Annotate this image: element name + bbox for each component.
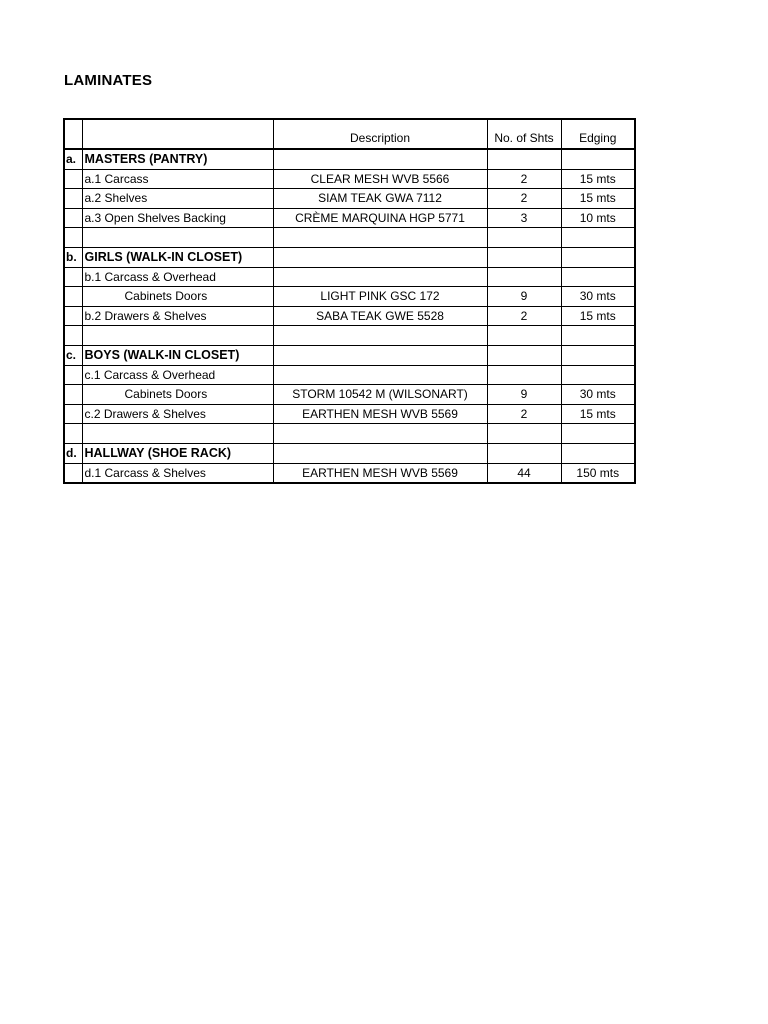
cell-item: b.2 Drawers & Shelves (82, 306, 273, 326)
cell-letter (64, 365, 82, 385)
cell-no-of-shts: 9 (487, 287, 561, 307)
cell-description: CLEAR MESH WVB 5566 (273, 169, 487, 189)
cell-letter (64, 287, 82, 307)
cell-section-title: BOYS (WALK-IN CLOSET) (82, 345, 273, 365)
cell-item: b.1 Carcass & Overhead (82, 267, 273, 287)
cell-letter (64, 306, 82, 326)
section-row (64, 149, 635, 169)
cell-letter (64, 208, 82, 228)
cell-no-of-shts (487, 247, 561, 267)
cell-item: c.2 Drawers & Shelves (82, 404, 273, 424)
table-row (64, 463, 635, 483)
cell-description (273, 149, 487, 169)
cell-no-of-shts (487, 326, 561, 346)
cell-edging: 30 mts (561, 385, 635, 405)
cell-description: CRÈME MARQUINA HGP 5771 (273, 208, 487, 228)
cell-item: Cabinets Doors (82, 385, 273, 405)
table-row (64, 306, 635, 326)
blank-row (64, 326, 635, 346)
cell-no-of-shts (487, 149, 561, 169)
cell-edging (561, 443, 635, 463)
cell-edging: 15 mts (561, 169, 635, 189)
cell-section-title: GIRLS (WALK-IN CLOSET) (82, 247, 273, 267)
cell-edging (561, 345, 635, 365)
header-cell-item (82, 119, 273, 149)
cell-edging: 150 mts (561, 463, 635, 483)
cell-letter (64, 404, 82, 424)
cell-letter (64, 326, 82, 346)
cell-edging: 15 mts (561, 404, 635, 424)
cell-description: EARTHEN MESH WVB 5569 (273, 404, 487, 424)
cell-no-of-shts (487, 424, 561, 444)
cell-description (273, 345, 487, 365)
cell-description (273, 228, 487, 248)
cell-no-of-shts: 3 (487, 208, 561, 228)
cell-description: SABA TEAK GWE 5528 (273, 306, 487, 326)
table-row (64, 267, 635, 287)
table-row (64, 404, 635, 424)
cell-edging: 15 mts (561, 189, 635, 209)
section-row (64, 345, 635, 365)
cell-no-of-shts: 44 (487, 463, 561, 483)
blank-row (64, 228, 635, 248)
cell-edging (561, 365, 635, 385)
cell-description (273, 326, 487, 346)
cell-edging: 10 mts (561, 208, 635, 228)
cell-no-of-shts: 9 (487, 385, 561, 405)
cell-item: a.2 Shelves (82, 189, 273, 209)
table-row (64, 189, 635, 209)
cell-no-of-shts (487, 228, 561, 248)
cell-description: STORM 10542 M (WILSONART) (273, 385, 487, 405)
cell-no-of-shts: 2 (487, 169, 561, 189)
cell-edging (561, 228, 635, 248)
cell-edging: 15 mts (561, 306, 635, 326)
table-row (64, 208, 635, 228)
blank-row (64, 424, 635, 444)
cell-letter (64, 424, 82, 444)
cell-no-of-shts: 2 (487, 404, 561, 424)
cell-item (82, 424, 273, 444)
section-row (64, 247, 635, 267)
cell-description: SIAM TEAK GWA 7112 (273, 189, 487, 209)
cell-description (273, 424, 487, 444)
cell-edging (561, 424, 635, 444)
table-body (64, 119, 635, 483)
cell-letter (64, 463, 82, 483)
table-row (64, 169, 635, 189)
cell-letter (64, 169, 82, 189)
cell-description (273, 247, 487, 267)
cell-no-of-shts: 2 (487, 189, 561, 209)
cell-no-of-shts: 2 (487, 306, 561, 326)
cell-description (273, 365, 487, 385)
cell-item: a.1 Carcass (82, 169, 273, 189)
table-row (64, 385, 635, 405)
cell-no-of-shts (487, 365, 561, 385)
header-description: Description (273, 119, 487, 149)
cell-letter (64, 228, 82, 248)
cell-letter (64, 385, 82, 405)
cell-item: c.1 Carcass & Overhead (82, 365, 273, 385)
cell-description: EARTHEN MESH WVB 5569 (273, 463, 487, 483)
page-title: LAMINATES (64, 72, 153, 89)
cell-letter (64, 267, 82, 287)
cell-letter: d. (64, 443, 82, 463)
header-edging: Edging (561, 119, 635, 149)
cell-letter: a. (64, 149, 82, 169)
cell-edging (561, 247, 635, 267)
header-cell-letter (64, 119, 82, 149)
cell-edging: 30 mts (561, 287, 635, 307)
cell-no-of-shts (487, 267, 561, 287)
header-no-of-shts: No. of Shts (487, 119, 561, 149)
cell-section-title: HALLWAY (SHOE RACK) (82, 443, 273, 463)
cell-letter (64, 189, 82, 209)
cell-item (82, 228, 273, 248)
cell-letter: b. (64, 247, 82, 267)
table-header-row (64, 119, 635, 149)
cell-no-of-shts (487, 443, 561, 463)
cell-description (273, 443, 487, 463)
cell-no-of-shts (487, 345, 561, 365)
cell-edging (561, 267, 635, 287)
cell-item: d.1 Carcass & Shelves (82, 463, 273, 483)
cell-description (273, 267, 487, 287)
cell-item (82, 326, 273, 346)
cell-edging (561, 149, 635, 169)
table-row (64, 287, 635, 307)
laminates-table (63, 118, 636, 484)
section-row (64, 443, 635, 463)
cell-letter: c. (64, 345, 82, 365)
cell-edging (561, 326, 635, 346)
cell-section-title: MASTERS (PANTRY) (82, 149, 273, 169)
cell-item: Cabinets Doors (82, 287, 273, 307)
cell-description: LIGHT PINK GSC 172 (273, 287, 487, 307)
table-row (64, 365, 635, 385)
cell-item: a.3 Open Shelves Backing (82, 208, 273, 228)
